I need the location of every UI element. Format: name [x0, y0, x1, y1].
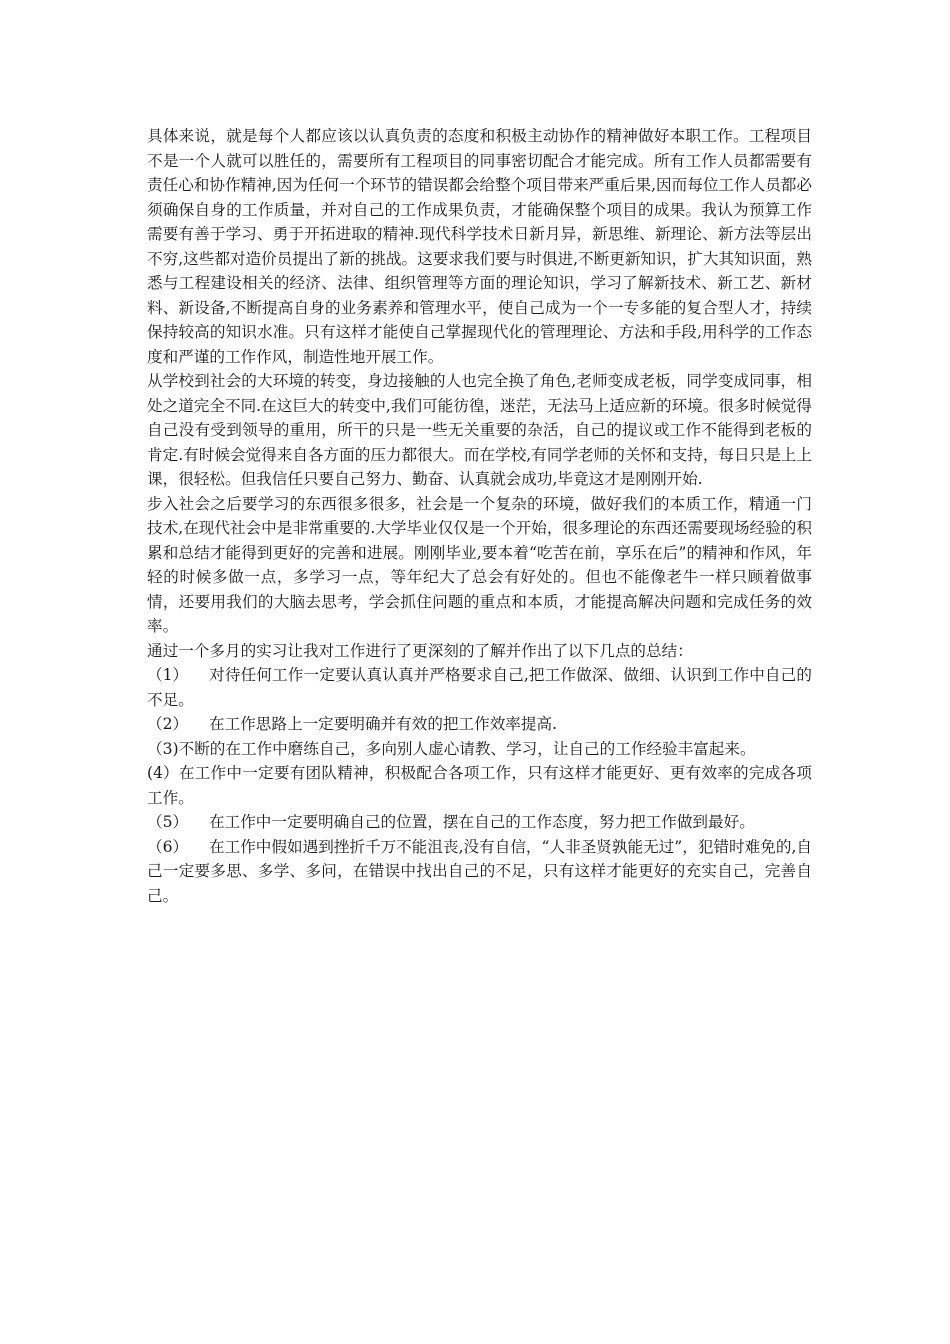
paragraph-school-to-society: 从学校到社会的大环境的转变，身边接触的人也完全换了角色,老师变成老板，同学变成同事，相处之道完全不同.在这巨大的转变中,我们可能彷徨，迷茫，无法马上适应新的环境。很多时候觉得自己没有受到领导的重用，所干的只是一些无关重要的杂活，自己的提议或工作不能得到老板的肯定.有时候会觉得来自各方面的压力都很大。而在学校,有同学老师的关怀和支持，每日只是上上课，很轻松。但我信任只要自己努力、勤奋、认真就会成功,毕竟这才是刚刚开始. [147, 372, 812, 488]
summary-item-6 [147, 835, 812, 909]
paragraph-summary-intro: 通过一个多月的实习让我对工作进行了更深刻的了解并作出了以下几点的总结： [147, 641, 693, 660]
item-text: 在工作中一定要有团队精神，积极配合各项工作，只有这样才能更好、更有效率的完成各项工作。 [147, 764, 812, 807]
item-number: （3) [147, 739, 179, 758]
item-number: （1） [147, 666, 189, 684]
item-text: 不断的在工作中磨练自己，多向别人虚心请教、学习，让自己的工作经验丰富起来。 [178, 739, 756, 758]
item-number: （2） [147, 715, 189, 733]
item-text: 在工作思路上一定要明确并有效的把工作效率提高. [209, 715, 558, 733]
item-number: （6） [147, 837, 189, 856]
summary-item-3 [147, 737, 812, 762]
item-number: （5） [147, 813, 189, 831]
summary-item-5 [147, 810, 812, 835]
summary-item-2 [147, 712, 812, 737]
item-number: (4） [147, 764, 179, 782]
item-text: 在工作中一定要明确自己的位置，摆在自己的工作态度，努力把工作做到最好。 [209, 813, 755, 831]
paragraph-role-expectations: 具体来说，就是每个人都应该以认真负责的态度和积极主动协作的精神做好本职工作。工程项目不是一个人就可以胜任的，需要所有工程项目的同事密切配合才能完成。所有工作人员都需要有责任心和协作精神,因为任何一个环节的错误都会给整个项目带来严重后果,因而每位工作人员都必须确保自身的工作质量，并对自己的工作成果负责，才能确保整个项目的成果。我认为预算工作需要有善于学习、勇于开拓进取的精神.现代科学技术日新月异，新思维、新理论、新方法等层出不穷,这些都对造价员提出了新的挑战。这要求我们要与时俱进,不断更新知识，扩大其知识面，熟悉与工程建设相关的经济、法律、组织管理等方面的理论知识，学习了解新技术、新工艺、新材料、新设备,不断提高自身的业务素养和管理水平，使自己成为一个一专多能的复合型人才，持续保持较高的知识水准。只有这样才能使自己掌握现代化的管理理论、方法和手段,用科学的工作态度和严谨的工作作风，制造性地开展工作。 [147, 127, 812, 366]
document-body [147, 124, 812, 908]
item-text: 在工作中假如遇到挫折千万不能沮丧,没有自信，“人非圣贤孰能无过”，犯错时难免的,自己一定要多思、多学、多问，在错误中找出自己的不足，只有这样才能更好的充实自己，完善自己。 [147, 837, 812, 905]
summary-item-4 [147, 761, 812, 810]
paragraph-entering-society: 步入社会之后要学习的东西很多很多，社会是一个复杂的环境，做好我们的本质工作，精通一门技术,在现代社会中是非常重要的.大学毕业仅仅是一个开始，很多理论的东西还需要现场经验的积累和总结才能得到更好的完善和进展。刚刚毕业,要本着“吃苦在前，享乐在后”的精神和作风，年轻的时候多做一点，多学习一点，等年纪大了总会有好处的。但也不能像老牛一样只顾着做事情，还要用我们的大脑去思考，学会抓住问题的重点和本质，才能提高解决问题和完成任务的效率。 [147, 494, 812, 635]
item-text: 对待任何工作一定要认真认真并严格要求自己,把工作做深、做细、认识到工作中自己的不足。 [147, 666, 812, 709]
summary-item-1 [147, 663, 812, 712]
